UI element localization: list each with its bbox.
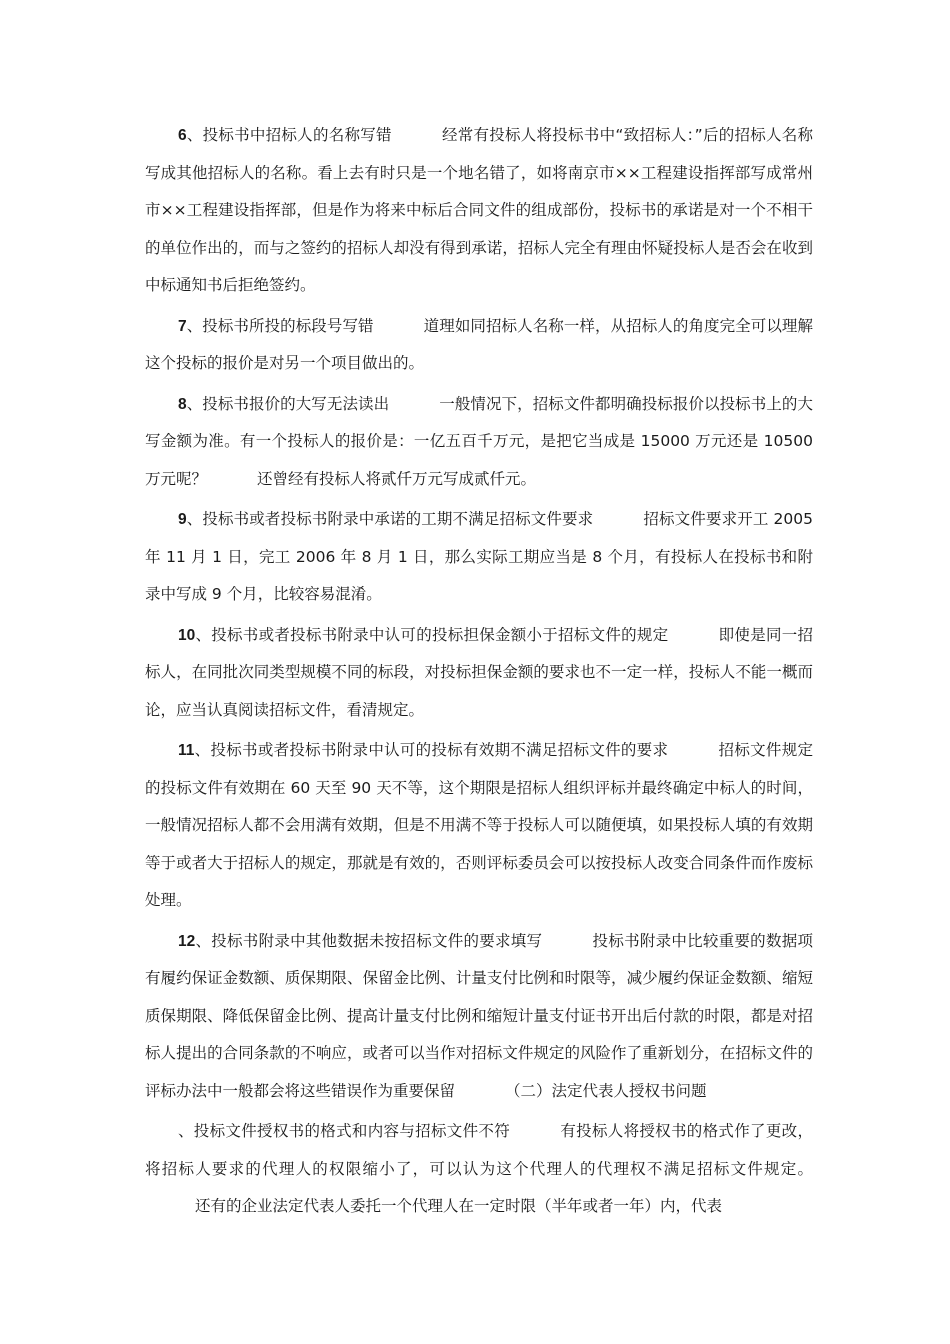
paragraph-6 xyxy=(145,117,813,305)
item-heading: 、投标文件授权书的格式和内容与招标文件不符 xyxy=(178,1122,511,1140)
item-number: 11 xyxy=(178,742,195,759)
item-body: 招标文件要求开工 2005 年 11 月 1 日，完工 2006 年 8 月 1 日，那么实际工期应当是 8 个月，有投标人在投标书和附录中写成 9 个月，比较容易混淆。 xyxy=(145,510,813,603)
item-number: 7 xyxy=(178,317,187,335)
paragraph-authorization xyxy=(145,1113,813,1226)
item-heading: 、投标书中招标人的名称写错 xyxy=(186,126,392,144)
item-body: 经常有投标人将投标书中“致招标人：”后的招标人名称写成其他招标人的名称。看上去有时只是一个地名错了，如将南京市××工程建设指挥部写成常州市××工程建设指挥部，但是作为将来中标后合同文件的组成部份，投标书的承诺是对一个不相干的单位作出的，而与之签约的招标人却没有得到承诺，招标人完全有理由怀疑投标人是否会在收到中标通知书后拒绝签约。 xyxy=(145,126,813,294)
item-number: 9 xyxy=(178,511,187,528)
item-number: 6 xyxy=(178,127,187,144)
section-heading: （二）法定代表人授权书问题 xyxy=(505,1081,707,1100)
item-body: 有投标人将授权书的格式作了更改，将招标人要求的代理人的权限缩小了，可以认为这个代理人的代理权不满足招标文件规定。 xyxy=(145,1122,813,1178)
item-body: 一般情况下，招标文件都明确投标报价以投标书上的大写金额为准。有一个投标人的报价是：一亿五百千万元，是把它当成是 15000 万元还是 10500 万元呢？ xyxy=(145,394,813,488)
paragraph-12 xyxy=(145,923,813,1111)
item-body: 招标文件规定的投标文件有效期在 60 天至 90 天不等，这个期限是招标人组织评标并最终确定中标人的时间，一般情况招标人都不会用满有效期，但是不用满不等于投标人可以随便填，如果投标人填的有效期等于或者大于招标人的规定，那就是有效的，否则评标委员会可以按投标人改变合同条件而作废标处理。 xyxy=(145,741,813,909)
item-tail: 还有的企业法定代表人委托一个代理人在一定时限（半年或者一年）内，代表 xyxy=(195,1197,723,1215)
item-heading: 、投标书报价的大写无法读出 xyxy=(186,394,390,413)
document-body xyxy=(145,117,813,1229)
paragraph-11 xyxy=(145,732,813,920)
item-heading: 、投标书或者投标书附录中承诺的工期不满足招标文件要求 xyxy=(186,510,594,528)
item-body: 即使是同一招标人，在同批次同类型规模不同的标段，对投标担保金额的要求也不一定一样，投标人不能一概而论，应当认真阅读招标文件，看清规定。 xyxy=(145,625,813,719)
item-heading: 、投标书或者投标书附录中认可的投标有效期不满足招标文件的要求 xyxy=(194,741,669,759)
paragraph-7 xyxy=(145,308,813,383)
item-number: 12 xyxy=(178,932,196,950)
item-number: 8 xyxy=(178,395,187,413)
item-heading: 、投标书附录中其他数据未按招标文件的要求填写 xyxy=(195,931,543,950)
paragraph-10 xyxy=(145,617,813,730)
paragraph-9 xyxy=(145,501,813,614)
item-tail: 还曾经有投标人将贰仟万元写成贰仟元。 xyxy=(257,469,537,488)
item-body: 道理如同招标人名称一样，从招标人的角度完全可以理解这个投标的报价是对另一个项目做出的。 xyxy=(145,316,813,372)
paragraph-8 xyxy=(145,386,813,499)
item-heading: 、投标书所投的标段号写错 xyxy=(186,316,374,335)
item-body: 投标书附录中比较重要的数据项有履约保证金数额、质保期限、保留金比例、计量支付比例和时限等，减少履约保证金数额、缩短质保期限、降低保留金比例、提高计量支付比例和缩短计量支付证书开出后付款的时限，都是对招标人提出的合同条款的不响应，或者可以当作对招标文件规定的风险作了重新划分，在招标文件的评标办法中一般都会将这些错误作为重要保留 xyxy=(145,931,813,1100)
item-heading: 、投标书或者投标书附录中认可的投标担保金额小于招标文件的规定 xyxy=(195,625,669,644)
item-number: 10 xyxy=(178,626,196,644)
